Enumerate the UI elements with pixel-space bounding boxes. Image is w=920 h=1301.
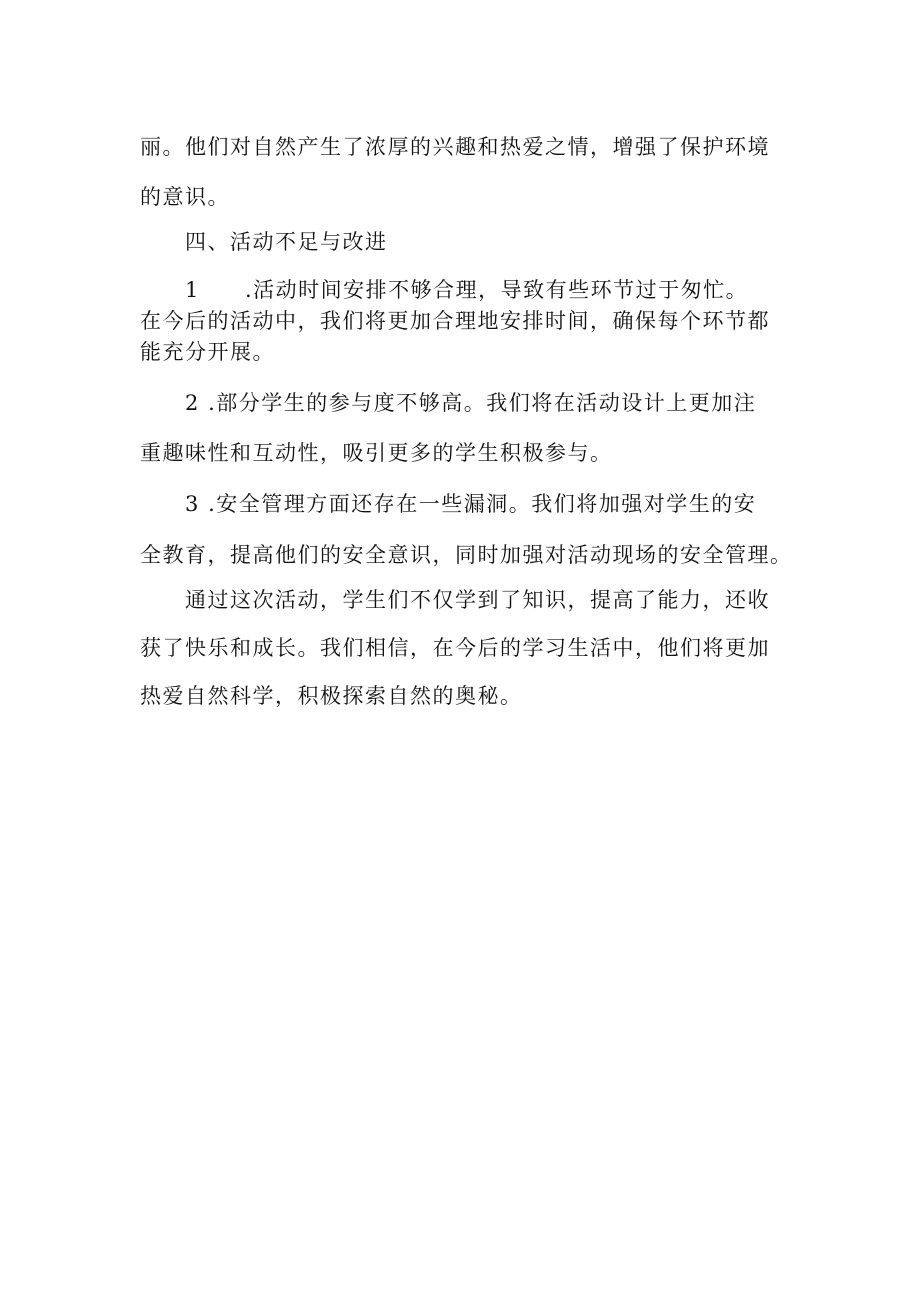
text-line: 的意识。: [140, 185, 230, 209]
paragraph-conclusion: [140, 576, 785, 720]
heading-text: 四、活动不足与改进: [185, 230, 388, 254]
text-line: [140, 275, 785, 306]
list-number: 3: [185, 492, 200, 516]
list-item-2: [140, 378, 785, 478]
text-line: 热爱自然科学，积极探索自然的奥秘。: [140, 684, 523, 708]
text-line: [140, 378, 785, 428]
text-line: 重趣味性和互动性，吸引更多的学生积极参与。: [140, 441, 613, 465]
text-line: 在今后的活动中，我们将更加合理地安排时间，确保每个环节都: [140, 309, 770, 333]
text-fragment: .活动时间安排不够合理，导致有些环节过于匆忙。: [245, 278, 749, 302]
paragraph-environment-awareness: [140, 122, 785, 222]
section-heading-shortcomings: [140, 227, 785, 257]
list-number: 1: [185, 278, 200, 302]
list-number: 2: [185, 391, 200, 415]
text-line: 通过这次活动，学生们不仅学到了知识，提高了能力，还收: [185, 588, 770, 612]
list-item-3: [140, 479, 793, 581]
text-fragment: .部分学生的参与度不够高。我们将在活动设计上更加注: [208, 391, 757, 415]
text-line: 丽。他们对自然产生了浓厚的兴趣和热爱之情，增强了保护环境: [140, 135, 770, 159]
text-line: [140, 479, 785, 530]
list-item-1: [140, 275, 785, 368]
text-line: 全教育，提高他们的安全意识，同时加强对活动现场的安全管理。: [140, 543, 793, 567]
text-line: 获了快乐和成长。我们相信，在今后的学习生活中，他们将更加: [140, 636, 770, 660]
text-line: 能充分开展。: [140, 340, 275, 364]
text-fragment: .安全管理方面还存在一些漏洞。我们将加强对学生的安: [208, 492, 757, 516]
